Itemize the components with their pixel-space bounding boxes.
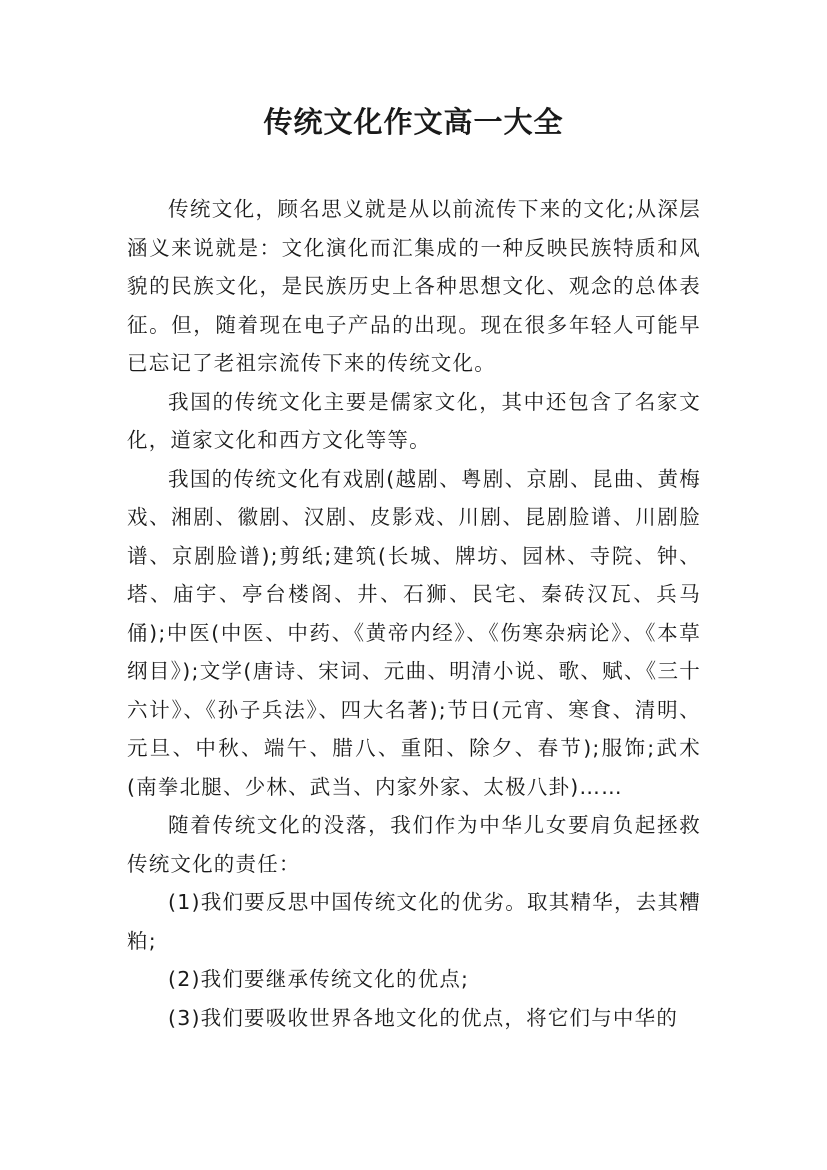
paragraph-intro: 传统文化，顾名思义就是从以前流传下来的文化;从深层涵义来说就是：文化演化而汇集成的一种反映民族特质和风貌的民族文化，是民族历史上各种思想文化、观念的总体表征。但，随着现在电子产品的出现。现在很多年轻人可能早已忘记了老祖宗流传下来的传统文化。 [127, 197, 701, 375]
document-title: 传统文化作文高一大全 [263, 105, 564, 139]
paragraph-list: 我国的传统文化有戏剧(越剧、粤剧、京剧、昆曲、黄梅戏、湘剧、徽剧、汉剧、皮影戏、川剧、昆剧脸谱、川剧脸谱、京剧脸谱);剪纸;建筑(长城、牌坊、园林、寺院、钟、塔、庙宇、亭台楼阁、井、石狮、民宅、秦砖汉瓦、兵马俑);中医(中医、中药、《黄帝内经》、《伤寒杂病论》、《本草纲目》);文学(唐诗、宋词、元曲、明清小说、歌、赋、《三十六计》、《孙子兵法》、四大名著);节日(元宵、寒食、清明、元旦、中秋、端午、腊八、重阳、除夕、春节);服饰;武术(南拳北腿、少林、武当、内家外家、太极八卦)…… [127, 466, 701, 799]
document-body [127, 190, 701, 1037]
paragraph-point-1: (1)我们要反思中国传统文化的优劣。取其精华，去其糟粕; [127, 890, 701, 953]
paragraph-confucian: 我国的传统文化主要是儒家文化，其中还包含了名家文化，道家文化和西方文化等等。 [127, 389, 701, 452]
paragraph-point-2: (2)我们要继承传统文化的优点; [168, 967, 470, 991]
paragraph-point-3: (3)我们要吸收世界各地文化的优点，将它们与中华的 [168, 1005, 679, 1030]
paragraph-responsibility: 随着传统文化的没落，我们作为中华儿女要肩负起拯救传统文化的责任： [127, 813, 701, 876]
